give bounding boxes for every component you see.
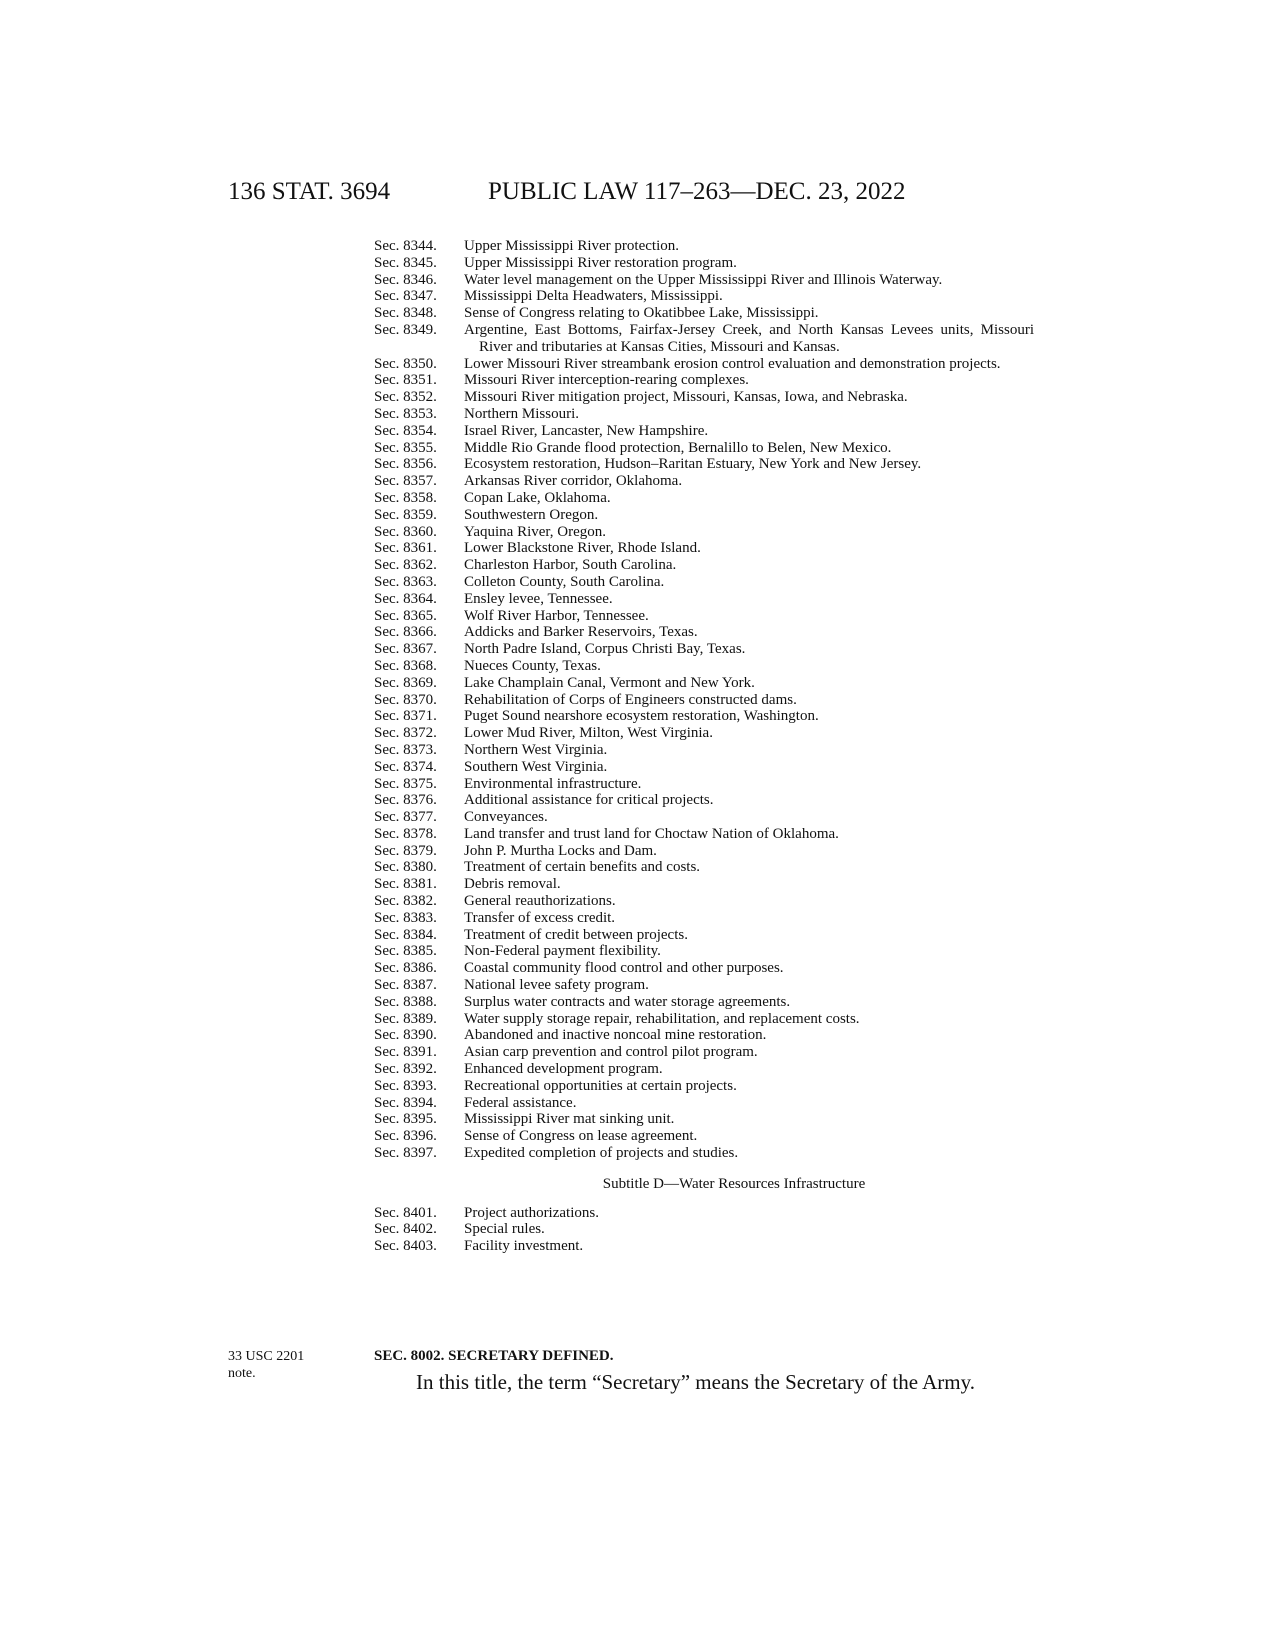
toc-entry	[374, 1238, 1034, 1255]
toc-section-title: Southwestern Oregon.	[464, 506, 599, 523]
toc-section-number: Sec. 8383.	[374, 909, 437, 926]
toc-entry	[374, 776, 1034, 793]
toc-section-title: Northern West Virginia.	[464, 741, 608, 758]
toc-entry	[374, 876, 1034, 893]
toc-entry	[374, 1027, 1034, 1044]
toc-section-title: Surplus water contracts and water storage agreements.	[464, 993, 791, 1010]
toc-section-title: Colleton County, South Carolina.	[464, 573, 665, 590]
toc-entry	[374, 305, 1034, 322]
toc-entry	[374, 356, 1034, 373]
toc-entry	[374, 608, 1034, 625]
toc-entry	[374, 1044, 1034, 1061]
toc-entry	[374, 1011, 1034, 1028]
stat-citation: 136 STAT. 3694	[228, 178, 391, 205]
toc-entry	[374, 977, 1034, 994]
toc-section-title: Puget Sound nearshore ecosystem restoration, Washington.	[464, 708, 819, 725]
toc-entry	[374, 574, 1034, 591]
toc-section-number: Sec. 8359.	[374, 506, 437, 523]
table-of-contents	[374, 238, 1034, 1255]
toc-section-number: Sec. 8355.	[374, 439, 437, 456]
toc-entry	[374, 238, 1034, 255]
toc-entry	[374, 658, 1034, 675]
toc-entry	[374, 893, 1034, 910]
toc-entry	[374, 1205, 1034, 1222]
toc-section-title: Wolf River Harbor, Tennessee.	[464, 607, 649, 624]
toc-section-number: Sec. 8377.	[374, 809, 437, 826]
toc-section-title: Ecosystem restoration, Hudson–Raritan Estuary, New York and New Jersey.	[464, 456, 922, 473]
toc-entry	[374, 540, 1034, 557]
toc-section-title: Expedited completion of projects and studies.	[464, 1145, 739, 1162]
toc-section-number: Sec. 8345.	[374, 254, 437, 271]
toc-section-title: Charleston Harbor, South Carolina.	[464, 557, 677, 574]
toc-section-title: Upper Mississippi River restoration program.	[464, 254, 737, 271]
toc-section-number: Sec. 8374.	[374, 758, 437, 775]
toc-entry	[374, 1078, 1034, 1095]
toc-section-number: Sec. 8388.	[374, 993, 437, 1010]
toc-section-title: Copan Lake, Oklahoma.	[464, 489, 611, 506]
toc-section-number: Sec. 8367.	[374, 641, 437, 658]
toc-entry	[374, 792, 1034, 809]
toc-section-title: General reauthorizations.	[464, 893, 616, 910]
toc-list-subtitle-d	[374, 1205, 1034, 1255]
toc-section-title: Lower Missouri River streambank erosion control evaluation and demonstration projects.	[464, 355, 1001, 372]
toc-section-title: Environmental infrastructure.	[464, 775, 642, 792]
toc-section-number: Sec. 8389.	[374, 1010, 437, 1027]
toc-section-title: Facility investment.	[464, 1238, 584, 1255]
toc-entry	[374, 1111, 1034, 1128]
toc-section-number: Sec. 8358.	[374, 489, 437, 506]
toc-section-number: Sec. 8352.	[374, 389, 437, 406]
toc-entry	[374, 809, 1034, 826]
toc-entry	[374, 742, 1034, 759]
toc-entry	[374, 927, 1034, 944]
toc-section-title: Upper Mississippi River protection.	[464, 238, 679, 254]
toc-section-number: Sec. 8381.	[374, 876, 437, 893]
toc-section-title: Sense of Congress relating to Okatibbee Lake, Mississippi.	[464, 305, 819, 322]
toc-entry	[374, 725, 1034, 742]
toc-section-number: Sec. 8348.	[374, 305, 437, 322]
toc-entry	[374, 255, 1034, 272]
toc-section-number: Sec. 8366.	[374, 624, 437, 641]
toc-section-number: Sec. 8380.	[374, 859, 437, 876]
toc-section-number: Sec. 8403.	[374, 1238, 437, 1255]
toc-entry	[374, 708, 1034, 725]
toc-section-title: Mississippi Delta Headwaters, Mississippi.	[464, 288, 723, 305]
toc-section-title: Transfer of excess credit.	[464, 909, 616, 926]
page-header	[0, 178, 1275, 218]
toc-section-number: Sec. 8371.	[374, 708, 437, 725]
toc-entry	[374, 1095, 1034, 1112]
toc-section-number: Sec. 8378.	[374, 825, 437, 842]
toc-section-title: Debris removal.	[464, 876, 561, 893]
toc-entry	[374, 675, 1034, 692]
toc-section-number: Sec. 8401.	[374, 1204, 437, 1221]
toc-section-number: Sec. 8346.	[374, 271, 437, 288]
toc-section-title: John P. Murtha Locks and Dam.	[464, 842, 657, 859]
toc-section-number: Sec. 8370.	[374, 691, 437, 708]
toc-section-title: Argentine, East Bottoms, Fairfax-Jersey Creek, and North Kansas Levees units, Missouri River and tributaries at Kansas Cities, Missouri and Kansas.	[464, 321, 1034, 355]
toc-entry	[374, 440, 1034, 457]
toc-section-title: Treatment of credit between projects.	[464, 926, 688, 943]
toc-entry	[374, 456, 1034, 473]
subtitle-heading: Subtitle D—Water Resources Infrastructure	[602, 1175, 866, 1192]
section-body: In this title, the term “Secretary” means the Secretary of the Army.	[416, 1370, 976, 1394]
toc-section-number: Sec. 8362.	[374, 557, 437, 574]
toc-section-number: Sec. 8344.	[374, 238, 437, 254]
toc-section-title: Northern Missouri.	[464, 405, 579, 422]
toc-entry	[374, 507, 1034, 524]
toc-entry	[374, 272, 1034, 289]
toc-section-number: Sec. 8357.	[374, 473, 437, 490]
toc-section-number: Sec. 8392.	[374, 1061, 437, 1078]
toc-section-number: Sec. 8402.	[374, 1221, 437, 1238]
toc-section-title: Lower Mud River, Milton, West Virginia.	[464, 725, 713, 742]
toc-section-number: Sec. 8353.	[374, 405, 437, 422]
toc-entry	[374, 994, 1034, 1011]
toc-entry	[374, 692, 1034, 709]
margin-note-citation: 33 USC 2201	[228, 1349, 305, 1364]
toc-section-title: Israel River, Lancaster, New Hampshire.	[464, 422, 709, 439]
toc-section-number: Sec. 8351.	[374, 372, 437, 389]
toc-entry	[374, 557, 1034, 574]
toc-entry	[374, 960, 1034, 977]
toc-entry	[374, 1128, 1034, 1145]
toc-section-title: Coastal community flood control and other purposes.	[464, 960, 784, 977]
toc-entry	[374, 624, 1034, 641]
toc-section-title: Land transfer and trust land for Choctaw Nation of Oklahoma.	[464, 825, 839, 842]
toc-entry	[374, 1221, 1034, 1238]
toc-section-number: Sec. 8350.	[374, 355, 437, 372]
toc-section-title: Mississippi River mat sinking unit.	[464, 1111, 675, 1128]
toc-section-title: North Padre Island, Corpus Christi Bay, Texas.	[464, 641, 746, 658]
toc-section-number: Sec. 8363.	[374, 573, 437, 590]
toc-entry	[374, 591, 1034, 608]
toc-entry	[374, 406, 1034, 423]
toc-section-number: Sec. 8396.	[374, 1128, 437, 1145]
toc-section-number: Sec. 8386.	[374, 960, 437, 977]
toc-section-title: Addicks and Barker Reservoirs, Texas.	[464, 624, 698, 641]
toc-section-title: Additional assistance for critical projects.	[464, 792, 714, 809]
toc-entry	[374, 524, 1034, 541]
toc-section-number: Sec. 8376.	[374, 792, 437, 809]
toc-section-title: Water supply storage repair, rehabilitation, and replacement costs.	[464, 1010, 860, 1027]
toc-section-title: Lower Blackstone River, Rhode Island.	[464, 540, 701, 557]
toc-section-number: Sec. 8364.	[374, 590, 437, 607]
toc-section-title: Yaquina River, Oregon.	[464, 523, 607, 540]
toc-section-number: Sec. 8384.	[374, 926, 437, 943]
toc-entry	[374, 826, 1034, 843]
toc-section-title: Conveyances.	[464, 809, 548, 826]
toc-section-title: Federal assistance.	[464, 1094, 577, 1111]
toc-section-number: Sec. 8382.	[374, 893, 437, 910]
toc-entry	[374, 490, 1034, 507]
toc-section-title: Asian carp prevention and control pilot program.	[464, 1044, 758, 1061]
toc-section-title: Sense of Congress on lease agreement.	[464, 1128, 698, 1145]
toc-section-title: Non-Federal payment flexibility.	[464, 943, 661, 960]
toc-list-subtitle-c	[374, 238, 1034, 1162]
toc-entry	[374, 389, 1034, 406]
toc-section-title: Nueces County, Texas.	[464, 657, 601, 674]
toc-section-number: Sec. 8354.	[374, 422, 437, 439]
toc-entry	[374, 843, 1034, 860]
toc-section-number: Sec. 8349.	[374, 321, 437, 338]
toc-section-number: Sec. 8391.	[374, 1044, 437, 1061]
toc-entry	[374, 641, 1034, 658]
margin-note	[228, 1348, 304, 1382]
toc-section-title: Missouri River mitigation project, Missouri, Kansas, Iowa, and Nebraska.	[464, 389, 908, 406]
toc-section-number: Sec. 8368.	[374, 657, 437, 674]
toc-entry	[374, 372, 1034, 389]
section-heading: SEC. 8002. SECRETARY DEFINED.	[374, 1348, 614, 1364]
toc-entry	[374, 288, 1034, 305]
toc-section-title: Lake Champlain Canal, Vermont and New York.	[464, 674, 755, 691]
toc-entry	[374, 943, 1034, 960]
toc-entry	[374, 322, 1034, 356]
toc-section-number: Sec. 8379.	[374, 842, 437, 859]
toc-section-title: National levee safety program.	[464, 977, 649, 994]
toc-section-title: Rehabilitation of Corps of Engineers constructed dams.	[464, 691, 797, 708]
toc-section-title: Ensley levee, Tennessee.	[464, 590, 613, 607]
toc-section-title: Water level management on the Upper Mississippi River and Illinois Waterway.	[464, 271, 943, 288]
toc-section-number: Sec. 8385.	[374, 943, 437, 960]
toc-section-number: Sec. 8394.	[374, 1094, 437, 1111]
toc-section-title: Recreational opportunities at certain projects.	[464, 1077, 737, 1094]
toc-section-number: Sec. 8387.	[374, 977, 437, 994]
toc-section-title: Middle Rio Grande flood protection, Bernalillo to Belen, New Mexico.	[464, 439, 892, 456]
toc-section-number: Sec. 8369.	[374, 674, 437, 691]
toc-section-title: Enhanced development program.	[464, 1061, 663, 1078]
toc-section-title: Southern West Virginia.	[464, 758, 608, 775]
toc-section-number: Sec. 8365.	[374, 607, 437, 624]
toc-entry	[374, 423, 1034, 440]
toc-entry	[374, 759, 1034, 776]
toc-entry	[374, 1145, 1034, 1162]
toc-section-title: Arkansas River corridor, Oklahoma.	[464, 473, 683, 490]
toc-section-number: Sec. 8360.	[374, 523, 437, 540]
toc-section-number: Sec. 8356.	[374, 456, 437, 473]
toc-section-title: Special rules.	[464, 1221, 545, 1238]
toc-section-title: Treatment of certain benefits and costs.	[464, 859, 701, 876]
toc-section-number: Sec. 8397.	[374, 1145, 437, 1162]
toc-section-number: Sec. 8347.	[374, 288, 437, 305]
toc-section-title: Project authorizations.	[464, 1204, 599, 1221]
toc-section-title: Abandoned and inactive noncoal mine restoration.	[464, 1027, 767, 1044]
toc-section-number: Sec. 8372.	[374, 725, 437, 742]
toc-section-number: Sec. 8393.	[374, 1077, 437, 1094]
toc-entry	[374, 859, 1034, 876]
toc-section-number: Sec. 8390.	[374, 1027, 437, 1044]
toc-section-number: Sec. 8395.	[374, 1111, 437, 1128]
toc-entry	[374, 473, 1034, 490]
toc-entry	[374, 1061, 1034, 1078]
law-title: PUBLIC LAW 117–263—DEC. 23, 2022	[488, 178, 906, 205]
toc-section-title: Missouri River interception-rearing complexes.	[464, 372, 749, 389]
toc-entry	[374, 910, 1034, 927]
margin-note-suffix: note.	[228, 1366, 256, 1381]
toc-section-number: Sec. 8361.	[374, 540, 437, 557]
toc-section-number: Sec. 8373.	[374, 741, 437, 758]
toc-section-number: Sec. 8375.	[374, 775, 437, 792]
